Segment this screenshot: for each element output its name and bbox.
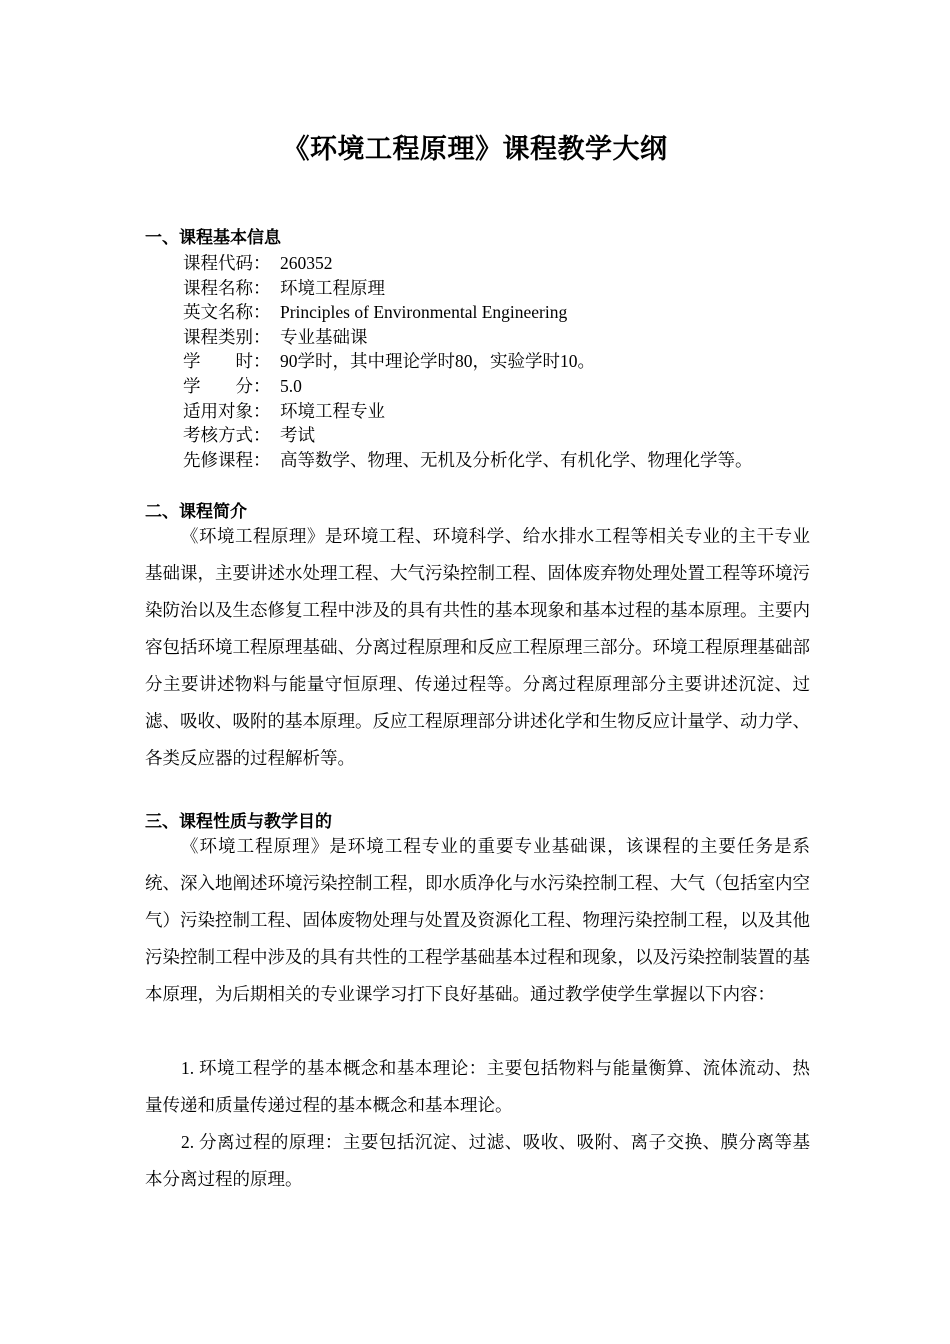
paragraph-objective-1: 1. 环境工程学的基本概念和基本理论：主要包括物料与能量衡算、流体流动、热量传递和质量传递过程的基本概念和基本理论。 [145,1058,810,1115]
info-label: 课程类别： [183,326,271,347]
info-label: 学 分： [183,375,271,396]
info-row-assessment [183,423,753,448]
info-label: 考核方式： [183,425,271,446]
info-row-credits [183,374,753,399]
info-value: 高等数学、物理、无机及分析化学、有机化学、物理化学等。 [280,449,753,470]
info-value: 90学时，其中理论学时80，实验学时10。 [280,351,595,372]
info-row-prerequisites [183,448,753,473]
info-value: 260352 [280,253,333,273]
info-row-english-name [183,300,753,325]
info-row-course-category [183,325,753,350]
info-row-course-code [183,251,753,276]
info-row-course-name [183,276,753,301]
paragraph-objective-2: 2. 分离过程的原理：主要包括沉淀、过滤、吸收、吸附、离子交换、膜分离等基本分离过程的原理。 [145,1132,810,1189]
info-row-hours [183,349,753,374]
section-heading-nature-and-objectives: 三、课程性质与教学目的 [145,812,332,832]
info-value: 考试 [280,425,315,446]
info-label: 先修课程： [183,449,271,470]
info-label: 课程名称： [183,277,271,298]
info-value: Principles of Environmental Engineering [280,302,568,323]
section-heading-basic-info: 一、课程基本信息 [145,228,281,248]
info-label: 英文名称： [183,302,271,323]
info-value: 5.0 [280,375,302,396]
course-info-list [183,251,753,472]
info-label: 课程代码： [183,253,271,273]
paragraph-nature: 《环境工程原理》是环境工程专业的重要专业基础课，该课程的主要任务是系统、深入地阐述环境污染控制工程，即水质净化与水污染控制工程、大气（包括室内空气）污染控制工程、固体废物处理与处置及资源化工程、物理污染控制工程，以及其他污染控制工程中涉及的具有共性的工程学基础基本过程和现象，以及污染控制装置的基本原理，为后期相关的专业课学习打下良好基础。通过教学使学生掌握以下内容： [145,836,810,1004]
info-value: 环境工程专业 [280,400,385,421]
paragraph-introduction: 《环境工程原理》是环境工程、环境科学、给水排水工程等相关专业的主干专业基础课，主要讲述水处理工程、大气污染控制工程、固体废弃物处理处置工程等环境污染防治以及生态修复工程中涉及的具有共性的基本现象和基本过程的基本原理。主要内容包括环境工程原理基础、分离过程原理和反应工程原理三部分。环境工程原理基础部分主要讲述物料与能量守恒原理、传递过程等。分离过程原理部分主要讲述沉淀、过滤、吸收、吸附的基本原理。反应工程原理部分讲述化学和生物反应计量学、动力学、各类反应器的过程解析等。 [145,526,810,768]
info-label: 适用对象： [183,400,271,421]
info-value: 环境工程原理 [280,277,385,298]
info-row-target-students [183,399,753,424]
info-value: 专业基础课 [280,326,368,347]
section-heading-introduction: 二、课程简介 [145,502,247,522]
info-label: 学 时： [183,351,271,372]
document-title: 《环境工程原理》课程教学大纲 [282,134,668,165]
